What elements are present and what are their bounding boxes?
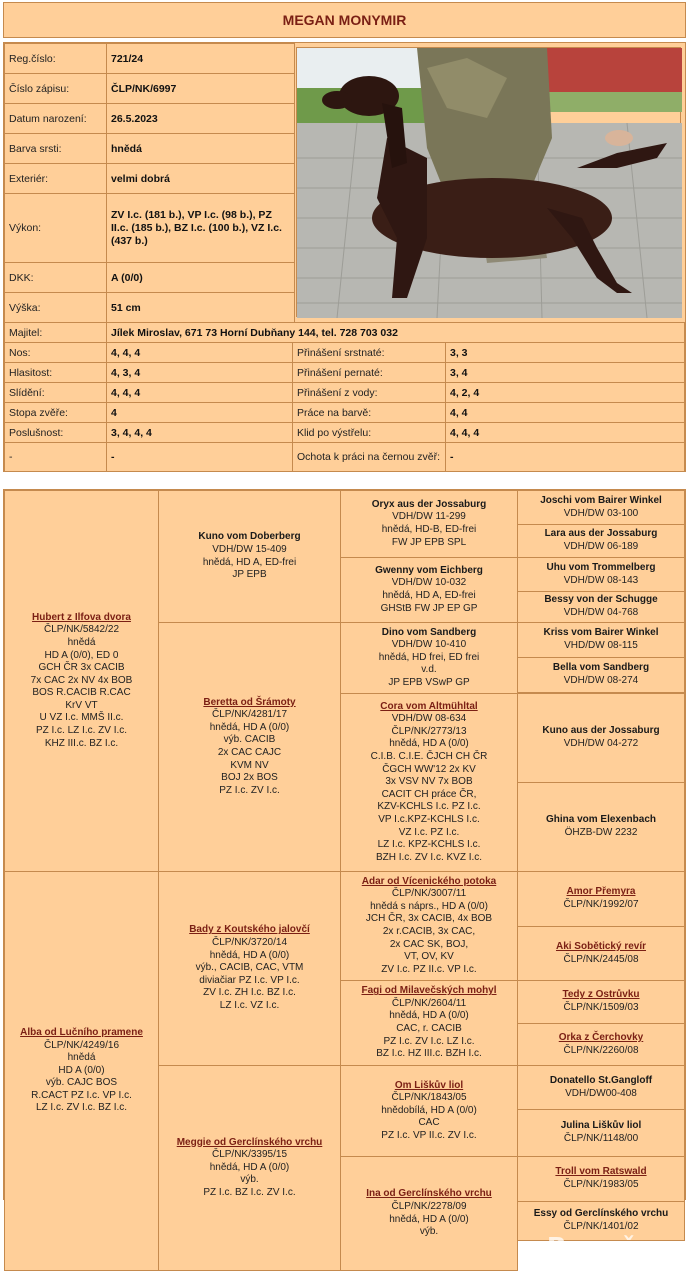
ancestor-detail: GCH ČR 3x CACIB xyxy=(38,662,125,674)
info-value: 721/24 xyxy=(106,43,295,74)
ancestor-name: Donatello St.Gangloff xyxy=(549,1074,653,1086)
ancestor-detail: ČGCH WW'12 2x KV xyxy=(382,763,476,775)
score-value: 3, 4, 4, 4 xyxy=(106,422,293,443)
ancestor-detail: KrV VT xyxy=(65,699,98,711)
pedigree-cell-g4 xyxy=(517,782,685,872)
pedigree-cell-g4 xyxy=(517,622,685,658)
pedigree-cell-g2 xyxy=(158,490,341,623)
ancestor-name[interactable]: Alba od Lučního pramene xyxy=(20,1026,143,1038)
ancestor-name: Gwenny vom Eichberg xyxy=(375,564,483,576)
ancestor-detail: výb. CAJC BOS xyxy=(45,1077,118,1089)
ancestor-detail: hnědá, HD A, ED-frei xyxy=(202,556,297,568)
ancestor-name: Ghina vom Elexenbach xyxy=(545,814,657,826)
ancestor-detail: hnědá s náprs., HD A (0/0) xyxy=(370,900,488,912)
ancestor-name[interactable]: Aki Sobětický revír xyxy=(555,940,647,952)
ancestor-detail: VDH/DW 10-410 xyxy=(391,639,467,651)
score-label: Poslušnost: xyxy=(4,422,107,443)
info-value: hnědá xyxy=(106,133,295,164)
ancestor-name[interactable]: Meggie od Gerclínského vrchu xyxy=(176,1136,323,1148)
ancestor-detail: VDH/DW 08-143 xyxy=(563,574,639,586)
ancestor-detail: CAC, r. CACIB xyxy=(396,1023,462,1034)
ancestor-detail: VDH/DW 03-100 xyxy=(563,507,639,519)
pedigree-cell-g2 xyxy=(158,622,341,872)
pedigree-cell-g2 xyxy=(158,1065,341,1271)
owner-value: Jílek Miroslav, 671 73 Horní Dubňany 144, tel. 728 703 032 xyxy=(106,322,685,343)
ancestor-name[interactable]: Orka z Čerchovky xyxy=(558,1031,644,1043)
pedigree-cell-g4 xyxy=(517,591,685,623)
ancestor-detail: VDH/DW 08-274 xyxy=(563,675,639,686)
score-label: Ochota k práci na černou zvěř: xyxy=(292,442,446,472)
ancestor-name[interactable]: Ina od Gerclínského vrchu xyxy=(366,1188,492,1200)
pedigree-cell-g1 xyxy=(4,871,159,1271)
ancestor-detail: BOJ 2x BOS xyxy=(221,772,278,784)
info-label: Číslo zápisu: xyxy=(4,73,107,104)
ancestor-detail: hnědá, HD-B, ED-frei xyxy=(381,524,477,535)
score-label: Přinášení pernaté: xyxy=(292,362,446,383)
pedigree-cell-g3 xyxy=(340,871,518,981)
ancestor-detail: LZ I.c. ZV I.c. BZ I.c. xyxy=(35,1102,128,1114)
pedigree-cell-g4 xyxy=(517,490,685,525)
ancestor-detail: hnědá, HD A, ED-frei xyxy=(382,590,476,601)
ancestor-detail: JP EPB xyxy=(232,569,267,581)
info-label: DKK: xyxy=(4,262,107,293)
pedigree-cell-g3 xyxy=(340,980,518,1066)
score-label: Klid po výstřelu: xyxy=(292,422,446,443)
pedigree-cell-g1 xyxy=(4,490,159,872)
ancestor-detail: BZ I.c. HZ III.c. BZH I.c. xyxy=(376,1048,482,1060)
score-value: 4 xyxy=(106,402,293,423)
score-value: 3, 3 xyxy=(445,342,685,363)
ancestor-detail: U VZ I.c. MMŠ II.c. xyxy=(39,712,124,724)
pedigree-cell-g4 xyxy=(517,980,685,1024)
ancestor-detail: hnědá, HD A (0/0) xyxy=(209,721,290,733)
ancestor-name: Kuno vom Doberberg xyxy=(198,531,301,543)
ancestor-detail: VDH/DW 04-768 xyxy=(563,607,639,618)
pedigree-cell-g3 xyxy=(340,557,518,623)
ancestor-detail: R.CACT PZ I.c. VP I.c. xyxy=(31,1089,132,1101)
ancestor-detail: ČLP/NK/2445/08 xyxy=(563,953,639,965)
ancestor-detail: hnědá, HD A (0/0) xyxy=(209,1161,290,1173)
ancestor-detail: HD A (0/0), ED 0 xyxy=(44,649,119,661)
ancestor-detail: hnědobílá, HD A (0/0) xyxy=(381,1104,477,1116)
pedigree-cell-g3 xyxy=(340,490,518,558)
info-label: Barva srsti: xyxy=(4,133,107,164)
ancestor-name[interactable]: Adar od Vícenického potoka xyxy=(361,875,497,887)
ancestor-detail: ČLP/NK/1401/02 xyxy=(563,1221,639,1232)
ancestor-detail: VZ I.c. PZ I.c. xyxy=(398,826,460,838)
score-label: Přinášení z vody: xyxy=(292,382,446,403)
ancestor-detail: VDH/DW00-408 xyxy=(565,1087,637,1099)
ancestor-detail: HD A (0/0) xyxy=(58,1064,105,1076)
ancestor-detail: ČLP/NK/3395/15 xyxy=(211,1149,288,1161)
ancestor-name: Lara aus der Jossaburg xyxy=(544,528,658,540)
ancestor-detail: hnědá, HD frei, ED frei xyxy=(378,651,480,663)
info-label: Výška: xyxy=(4,292,107,323)
info-label: Výkon: xyxy=(4,193,107,263)
ancestor-detail: hnědá, HD A (0/0) xyxy=(389,738,469,750)
info-value: ZV I.c. (181 b.), VP I.c. (98 b.), PZ II.c. (185 b.), BZ I.c. (100 b.), VZ I.c. (437 b.) xyxy=(106,193,295,263)
ancestor-detail: 2x r.CACIB, 3x CAC, xyxy=(382,926,476,937)
pedigree-cell-g3 xyxy=(340,622,518,694)
info-label: Datum narození: xyxy=(4,103,107,134)
info-value: 51 cm xyxy=(106,292,295,323)
ancestor-detail: LZ I.c. VZ I.c. xyxy=(219,999,280,1011)
ancestor-detail: VDH/DW 04-272 xyxy=(563,738,639,749)
ancestor-name: Kriss vom Bairer Winkel xyxy=(543,627,659,639)
ancestor-name[interactable]: Troll vom Ratswald xyxy=(555,1166,647,1178)
ancestor-name: Dino vom Sandberg xyxy=(381,626,477,638)
score-value: 4, 4 xyxy=(445,402,685,423)
ancestor-detail: ZV I.c. PZ II.c. VP I.c. xyxy=(381,963,477,975)
info-value: velmi dobrá xyxy=(106,163,295,194)
ancestor-detail: ČLP/NK/1509/03 xyxy=(563,1002,639,1013)
pedigree-cell-g4 xyxy=(517,1109,685,1157)
info-label: Reg.číslo: xyxy=(4,43,107,74)
pedigree-cell-g3 xyxy=(340,693,518,872)
ancestor-name[interactable]: Fagi od Milavečských mohyl xyxy=(361,985,497,997)
ancestor-detail: C.I.B. C.I.E. ČJCH CH ČR xyxy=(370,751,488,763)
score-label: Slídění: xyxy=(4,382,107,403)
ancestor-detail: ČLP/NK/1983/05 xyxy=(563,1179,639,1190)
ancestor-name[interactable]: Om Liškův liol xyxy=(394,1079,464,1091)
ancestor-name[interactable]: Tedy z Ostrůvku xyxy=(562,989,640,1001)
owner-label: Majitel: xyxy=(4,322,107,343)
ancestor-detail: ČLP/NK/2278/09 xyxy=(391,1200,467,1212)
ancestor-detail: výb., CACIB, CAC, VTM xyxy=(195,962,304,974)
pedigree-cell-g3 xyxy=(340,1156,518,1271)
score-value: 4, 4, 4 xyxy=(445,422,685,443)
ancestor-detail: KZV-KCHLS I.c. PZ I.c. xyxy=(377,801,481,813)
ancestor-detail: CAC xyxy=(418,1117,440,1129)
ancestor-detail: ČLP/NK/1148/00 xyxy=(563,1133,639,1144)
dog-info-table xyxy=(3,42,686,472)
ancestor-detail: VDH/DW 08-634 xyxy=(391,713,467,725)
pedigree-cell-g4 xyxy=(517,557,685,592)
score-value: 4, 4, 4 xyxy=(106,342,293,363)
ancestor-detail: PZ I.c. LZ I.c. ZV I.c. xyxy=(35,725,128,737)
ancestor-detail: VHD/DW 08-115 xyxy=(564,640,638,651)
bazos-watermark: Bazoš.cz xyxy=(546,1233,681,1263)
ancestor-detail: ČLP/NK/2604/11 xyxy=(391,997,467,1009)
ancestor-name: Essy od Gerclínského vrchu xyxy=(533,1208,669,1220)
ancestor-detail: ÖHZB-DW 2232 xyxy=(564,827,638,838)
ancestor-detail: GHStB FW JP EP GP xyxy=(380,602,478,614)
ancestor-detail: ČLP/NK/1992/07 xyxy=(563,899,639,910)
pedigree-cell-g2 xyxy=(158,871,341,1066)
ancestor-detail: výb. xyxy=(240,1174,259,1186)
ancestor-detail: JP EPB VSwP GP xyxy=(388,676,470,688)
ancestor-detail: FW JP EPB SPL xyxy=(391,536,467,548)
ancestor-detail: VT, OV, KV xyxy=(404,951,454,963)
ancestor-detail: VDH/DW 11-299 xyxy=(392,511,466,523)
pedigree-cell-g4 xyxy=(517,524,685,558)
ancestor-detail: CACIT CH práce ČR, xyxy=(381,788,477,800)
score-label: - xyxy=(4,442,107,472)
ancestor-detail: v.d. xyxy=(421,664,437,676)
ancestor-detail: LZ I.c. KPZ-KCHLS I.c. xyxy=(377,839,481,851)
info-value: A (0/0) xyxy=(106,262,295,293)
ancestor-name: Oryx aus der Jossaburg xyxy=(371,498,487,510)
ancestor-name[interactable]: Hubert z Ilfova dvora xyxy=(32,611,131,623)
ancestor-detail: hnědá xyxy=(67,636,96,648)
info-value: ČLP/NK/6997 xyxy=(106,73,295,104)
ancestor-detail: 2x CAC CAJC xyxy=(217,747,282,758)
ancestor-detail: 7x CAC 2x NV 4x BOB xyxy=(30,674,133,686)
ancestor-name: Bessy von der Schugge xyxy=(544,594,658,606)
score-value: 4, 2, 4 xyxy=(445,382,685,403)
ancestor-detail: PZ I.c. ZV I.c. LZ I.c. xyxy=(383,1035,475,1047)
info-label: Exteriér: xyxy=(4,163,107,194)
ancestor-detail: 2x CAC SK, BOJ, xyxy=(389,938,469,950)
page-title: MEGAN MONYMIR xyxy=(3,2,686,38)
info-value: 26.5.2023 xyxy=(106,103,295,134)
ancestor-detail: ČLP/NK/2773/13 xyxy=(391,725,467,737)
pedigree-cell-g4 xyxy=(517,693,685,783)
ancestor-name[interactable]: Amor Přemyra xyxy=(566,886,636,898)
ancestor-name: Joschi vom Bairer Winkel xyxy=(540,494,662,506)
ancestor-detail: ČLP/NK/4249/16 xyxy=(43,1039,120,1051)
ancestor-name: Uhu vom Trommelberg xyxy=(546,561,656,573)
ancestor-detail: diviačiar PZ I.c. VP I.c. xyxy=(199,974,300,986)
pedigree-cell-g4 xyxy=(517,657,685,693)
ancestor-name[interactable]: Cora vom Altmühltal xyxy=(380,700,478,712)
ancestor-detail: výb. xyxy=(419,1226,439,1238)
score-value: - xyxy=(106,442,293,472)
ancestor-name[interactable]: Bady z Koutského jalovčí xyxy=(189,924,310,936)
ancestor-detail: VDH/DW 15-409 xyxy=(212,543,287,555)
ancestor-detail: 3x VSV NV 7x BOB xyxy=(385,776,473,788)
ancestor-detail: KVM NV xyxy=(230,759,269,771)
pedigree-table xyxy=(3,489,686,1238)
score-label: Práce na barvě: xyxy=(292,402,446,423)
score-value: - xyxy=(445,442,685,472)
ancestor-detail: BOS R.CACIB R.CAC xyxy=(32,687,131,699)
ancestor-detail: KHZ III.c. BZ I.c. xyxy=(44,737,119,749)
ancestor-name[interactable]: Beretta od Šrámoty xyxy=(203,696,296,708)
ancestor-detail: hnědá, HD A (0/0) xyxy=(389,1010,469,1022)
ancestor-detail: PZ I.c. VP II.c. ZV I.c. xyxy=(381,1129,477,1141)
ancestor-detail: BZH I.c. ZV I.c. KVZ I.c. xyxy=(375,851,483,863)
ancestor-detail: hnědá xyxy=(67,1052,96,1064)
pedigree-cell-g4 xyxy=(517,1023,685,1066)
score-label: Hlasitost: xyxy=(4,362,107,383)
ancestor-detail: ČLP/NK/1843/05 xyxy=(391,1092,467,1104)
score-label: Stopa zvěře: xyxy=(4,402,107,423)
pedigree-cell-g4 xyxy=(517,871,685,927)
ancestor-detail: PZ I.c. ZV I.c. xyxy=(219,784,280,796)
ancestor-detail: VDH/DW 06-189 xyxy=(563,541,639,552)
score-label: Nos: xyxy=(4,342,107,363)
pedigree-cell-g4 xyxy=(517,926,685,981)
ancestor-name: Kuno aus der Jossaburg xyxy=(542,725,660,737)
ancestor-detail: výb. CACIB xyxy=(223,734,276,746)
dog-photo xyxy=(296,47,681,317)
ancestor-name: Bella vom Sandberg xyxy=(552,662,650,674)
ancestor-name: Julina Liškův liol xyxy=(560,1120,642,1132)
ancestor-detail: VP I.c.KPZ-KCHLS I.c. xyxy=(378,813,480,825)
score-value: 3, 4 xyxy=(445,362,685,383)
score-value: 4, 3, 4 xyxy=(106,362,293,383)
dog-photo-image xyxy=(297,48,682,318)
ancestor-detail: ČLP/NK/3720/14 xyxy=(211,937,288,949)
ancestor-detail: ČLP/NK/2260/08 xyxy=(563,1044,639,1056)
ancestor-detail: ČLP/NK/5842/22 xyxy=(43,624,120,636)
ancestor-detail: hnědá, HD A (0/0) xyxy=(389,1213,469,1225)
ancestor-detail: hnědá, HD A (0/0) xyxy=(209,949,290,961)
ancestor-detail: PZ I.c. BZ I.c. ZV I.c. xyxy=(203,1186,296,1198)
ancestor-detail: ČLP/NK/4281/17 xyxy=(211,709,288,721)
score-label: Přinášení srstnaté: xyxy=(292,342,446,363)
ancestor-detail: ZV I.c. ZH I.c. BZ I.c. xyxy=(203,987,296,999)
ancestor-detail: ČLP/NK/3007/11 xyxy=(391,888,467,900)
pedigree-cell-g3 xyxy=(340,1065,518,1157)
score-value: 4, 4, 4 xyxy=(106,382,293,403)
pedigree-cell-g4 xyxy=(517,1065,685,1110)
pedigree-cell-g4 xyxy=(517,1156,685,1202)
ancestor-detail: VDH/DW 10-032 xyxy=(391,577,467,589)
ancestor-detail: JCH ČR, 3x CACIB, 4x BOB xyxy=(365,913,493,925)
